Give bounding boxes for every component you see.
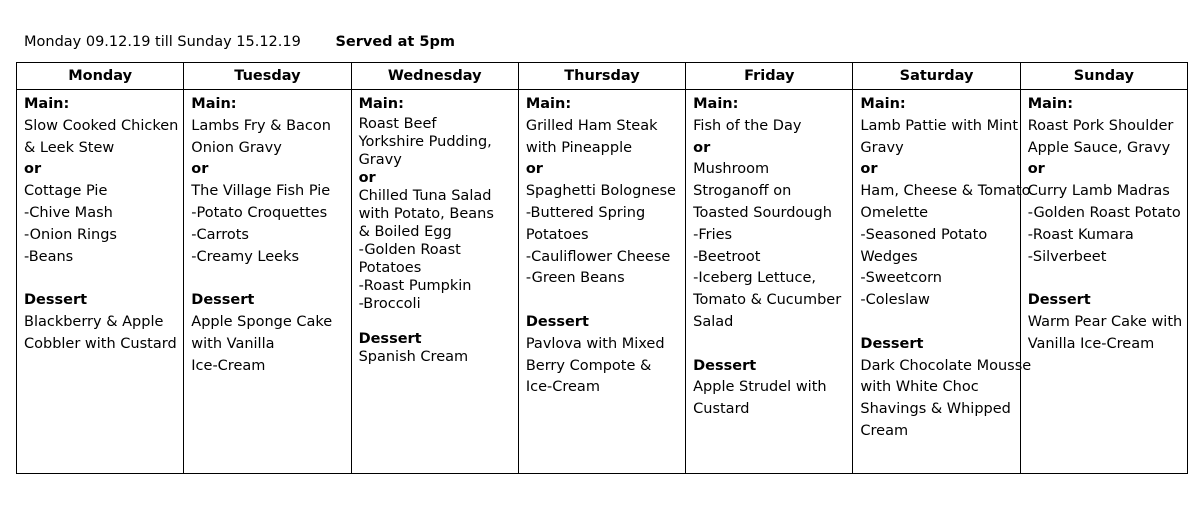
main-option-b: Spaghetti Bolognese bbox=[525, 183, 676, 200]
side-item: Salad bbox=[693, 313, 734, 330]
main-option-b: Stroganoff on bbox=[693, 183, 792, 200]
day-cell-friday bbox=[686, 90, 853, 474]
side-item: -Green Beans bbox=[525, 270, 625, 287]
side-item: -Sweetcorn bbox=[860, 270, 942, 287]
main-option-a: Yorkshire Pudding, bbox=[358, 134, 492, 150]
spacer bbox=[359, 313, 514, 330]
spacer bbox=[860, 312, 1015, 334]
dessert-item: Ice-Cream bbox=[525, 379, 600, 396]
spacer bbox=[1028, 268, 1183, 290]
dessert-item: Custard bbox=[693, 401, 750, 418]
dessert-item: Vanilla Ice-Cream bbox=[1027, 335, 1155, 352]
side-item: -Onion Rings bbox=[24, 226, 117, 243]
dessert-item: with White Choc bbox=[860, 379, 979, 396]
main-option-b: Ham, Cheese & Tomato bbox=[860, 183, 1031, 200]
side-item: -Beetroot bbox=[693, 248, 761, 265]
day-header-sunday: Sunday bbox=[1020, 63, 1187, 90]
side-item: -Roast Kumara bbox=[1027, 226, 1134, 243]
served-time: Served at 5pm bbox=[335, 34, 455, 50]
day-header-tuesday: Tuesday bbox=[184, 63, 351, 90]
spacer bbox=[24, 268, 179, 290]
side-item: Wedges bbox=[860, 248, 918, 265]
dessert-item: Spanish Cream bbox=[358, 349, 469, 365]
main-option-b: Chilled Tuna Salad bbox=[358, 188, 492, 204]
day-cell-saturday bbox=[853, 90, 1032, 474]
side-item: -Golden Roast bbox=[358, 242, 461, 258]
main-option-b: Toasted Sourdough bbox=[693, 204, 832, 221]
dessert-item: Berry Compote & bbox=[525, 357, 652, 374]
main-option-a: Roast Pork Shoulder bbox=[1027, 117, 1174, 134]
dessert-label: Dessert bbox=[693, 357, 757, 374]
main-option-b: Omelette bbox=[860, 204, 929, 221]
side-item: -Carrots bbox=[191, 226, 249, 243]
side-item: -Beans bbox=[24, 248, 74, 265]
main-option-a: & Leek Stew bbox=[24, 139, 115, 156]
main-option-a: Roast Beef bbox=[358, 116, 437, 132]
dessert-label: Dessert bbox=[358, 331, 422, 347]
day-header-saturday: Saturday bbox=[853, 63, 1020, 90]
dessert-item: Dark Chocolate Mousse bbox=[860, 357, 1032, 374]
side-item: -Broccoli bbox=[358, 296, 421, 312]
side-item: -Roast Pumpkin bbox=[358, 278, 472, 294]
main-option-a: Gravy bbox=[358, 152, 402, 168]
day-header-monday: Monday bbox=[17, 63, 184, 90]
side-item: -Cauliflower Cheese bbox=[525, 248, 671, 265]
dessert-item: Ice-Cream bbox=[191, 357, 266, 374]
dessert-item: Warm Pear Cake with bbox=[1027, 313, 1183, 330]
main-label: Main: bbox=[860, 96, 906, 112]
side-item: -Buttered Spring bbox=[525, 204, 646, 221]
main-label: Main: bbox=[1027, 96, 1073, 112]
side-item: -Golden Roast Potato bbox=[1027, 204, 1181, 221]
side-item: -Seasoned Potato bbox=[860, 226, 988, 243]
main-option-b: Cottage Pie bbox=[24, 183, 108, 200]
side-item: -Silverbeet bbox=[1027, 248, 1107, 265]
main-option-a: Grilled Ham Steak bbox=[525, 117, 658, 134]
day-cell-monday bbox=[17, 90, 184, 474]
side-item: -Creamy Leeks bbox=[191, 248, 300, 265]
or-label: or bbox=[693, 139, 711, 156]
side-item: Potatoes bbox=[358, 260, 422, 276]
side-item: Tomato & Cucumber bbox=[693, 292, 842, 309]
main-option-a: Onion Gravy bbox=[191, 139, 282, 156]
dessert-item: Cobbler with Custard bbox=[24, 335, 177, 352]
dessert-label: Dessert bbox=[24, 292, 88, 309]
main-option-a: Fish of the Day bbox=[693, 117, 802, 134]
main-option-a: Slow Cooked Chicken bbox=[24, 117, 179, 134]
day-cell-tuesday bbox=[184, 90, 351, 474]
main-option-a: with Pineapple bbox=[525, 139, 633, 156]
main-option-b: Mushroom bbox=[693, 161, 770, 178]
or-label: or bbox=[860, 161, 878, 178]
main-option-a: Apple Sauce, Gravy bbox=[1027, 139, 1171, 156]
day-cell-wednesday bbox=[351, 90, 518, 474]
spacer bbox=[191, 268, 346, 290]
weekly-menu-table bbox=[16, 62, 1188, 474]
or-label: or bbox=[1027, 161, 1045, 178]
spacer bbox=[526, 290, 681, 312]
side-item: -Chive Mash bbox=[24, 204, 113, 221]
dessert-label: Dessert bbox=[1027, 292, 1091, 309]
day-header-friday: Friday bbox=[686, 63, 853, 90]
dessert-item: Blackberry & Apple bbox=[24, 313, 164, 330]
main-option-a: Gravy bbox=[860, 139, 904, 156]
main-label: Main: bbox=[525, 96, 572, 112]
side-item: -Coleslaw bbox=[860, 292, 930, 309]
or-label: or bbox=[525, 161, 543, 178]
or-label: or bbox=[191, 161, 209, 178]
day-cell-sunday bbox=[1020, 90, 1187, 474]
dessert-item: Pavlova with Mixed bbox=[525, 335, 665, 352]
side-item: -Iceberg Lettuce, bbox=[693, 270, 816, 287]
main-label: Main: bbox=[24, 96, 70, 112]
main-label: Main: bbox=[191, 96, 237, 112]
menu-header bbox=[24, 34, 455, 50]
side-item: -Potato Croquettes bbox=[191, 204, 328, 221]
or-label: or bbox=[358, 170, 376, 186]
side-item: Potatoes bbox=[525, 226, 589, 243]
day-cell-thursday bbox=[518, 90, 685, 474]
dessert-item: Cream bbox=[860, 422, 909, 439]
main-option-b: with Potato, Beans bbox=[358, 206, 494, 222]
dessert-item: Apple Strudel with bbox=[693, 379, 827, 396]
main-option-b: Curry Lamb Madras bbox=[1027, 183, 1170, 200]
main-label: Main: bbox=[693, 96, 739, 112]
main-label: Main: bbox=[358, 96, 404, 112]
side-item: -Fries bbox=[693, 226, 733, 243]
date-range: Monday 09.12.19 till Sunday 15.12.19 bbox=[24, 34, 301, 50]
dessert-label: Dessert bbox=[191, 292, 255, 309]
or-label: or bbox=[24, 161, 42, 178]
dessert-item: Shavings & Whipped bbox=[860, 401, 1011, 418]
day-header-thursday: Thursday bbox=[518, 63, 685, 90]
menu-row bbox=[17, 90, 1188, 474]
main-option-a: Lamb Pattie with Mint bbox=[860, 117, 1019, 134]
day-header-row bbox=[17, 63, 1188, 90]
dessert-label: Dessert bbox=[860, 335, 924, 352]
main-option-b: The Village Fish Pie bbox=[191, 183, 331, 200]
main-option-a: Lambs Fry & Bacon bbox=[191, 117, 331, 134]
spacer bbox=[693, 334, 848, 356]
day-header-wednesday: Wednesday bbox=[351, 63, 518, 90]
dessert-label: Dessert bbox=[525, 313, 589, 330]
dessert-item: with Vanilla bbox=[191, 335, 275, 352]
main-option-b: & Boiled Egg bbox=[358, 224, 452, 240]
dessert-item: Apple Sponge Cake bbox=[191, 313, 333, 330]
